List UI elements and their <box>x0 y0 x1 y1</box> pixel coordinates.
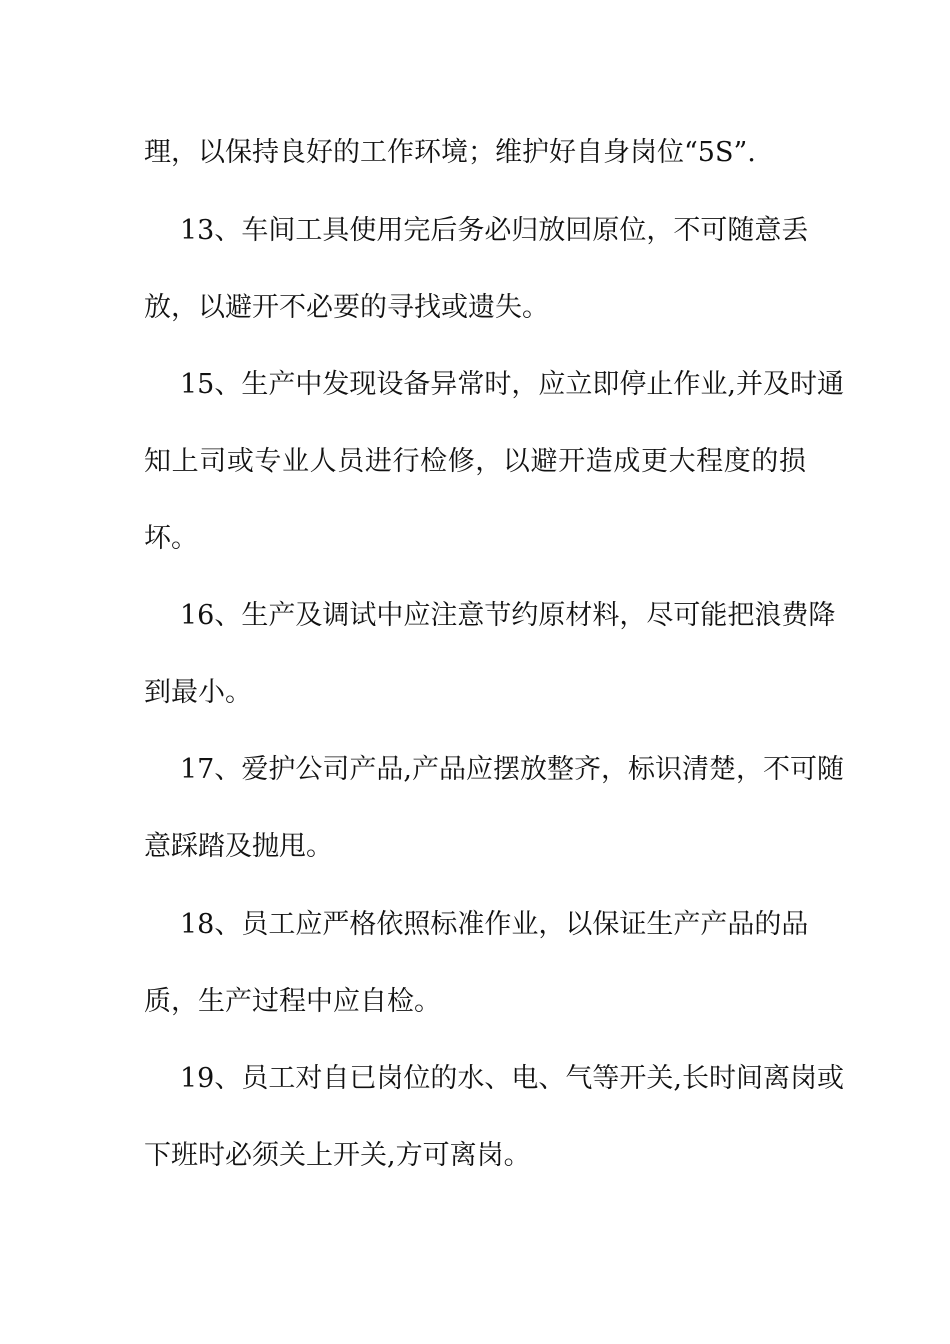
paragraph-line: 理，以保持良好的工作环境；维护好自身岗位“5S”. <box>144 137 756 168</box>
paragraph-line: 知上司或专业人员进行检修，以避开造成更大程度的损 <box>144 446 806 477</box>
paragraph-line: 17、爱护公司产品,产品应摆放整齐，标识清楚，不可随 <box>180 754 844 785</box>
paragraph-line: 坏。 <box>144 523 198 554</box>
paragraph-line: 16、生产及调试中应注意节约原材料，尽可能把浪费降 <box>180 600 836 631</box>
paragraph-line: 到最小。 <box>144 677 252 708</box>
paragraph-line: 放，以避开不必要的寻找或遗失。 <box>144 292 549 323</box>
paragraph-line: 意踩踏及抛甩。 <box>144 831 333 862</box>
paragraph-line: 13、车间工具使用完后务必归放回原位，不可随意丢 <box>180 215 809 246</box>
paragraph-line: 18、员工应严格依照标准作业，以保证生产产品的品 <box>180 909 809 940</box>
paragraph-line: 下班时必须关上开关,方可离岗。 <box>144 1140 531 1171</box>
paragraph-line: 15、生产中发现设备异常时，应立即停止作业,并及时通 <box>180 369 844 400</box>
paragraph-line: 19、员工对自已岗位的水、电、气等开关,长时间离岗或 <box>180 1063 844 1094</box>
paragraph-line: 质，生产过程中应自检。 <box>144 986 441 1017</box>
